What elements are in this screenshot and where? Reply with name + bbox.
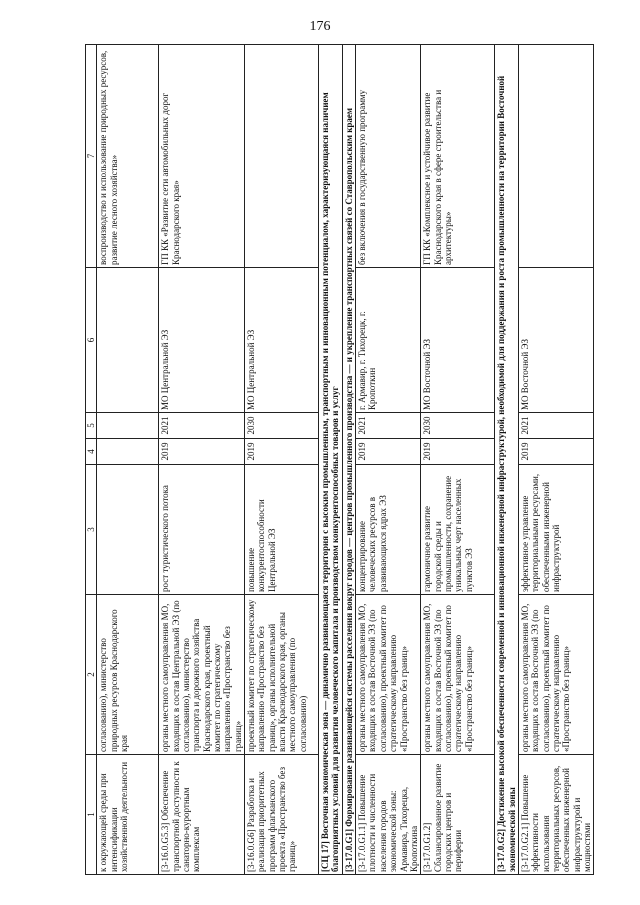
header-cell: 2 bbox=[86, 595, 97, 755]
start-year-cell: 2019 bbox=[159, 439, 245, 465]
section-heading: [СЦ 17] Восточная экономическая зона — динамично развивающаяся территория с высоким промышленным, транспортным и инновационным потенциалом, характеризующаяся наличием благоприятных условий для развития человеческого капитала и производством конкурентоспособных товаров и услуг bbox=[319, 45, 343, 875]
responsible-cell: органы местного самоуправления МО, входящих в состав Восточной ЭЗ (по согласованию), проектный комитет по стратегическому направлению «Пространство без границ» bbox=[421, 595, 495, 755]
end-year-cell: 2030 bbox=[421, 413, 495, 439]
page-number: 176 bbox=[309, 19, 331, 34]
header-cell: 3 bbox=[86, 465, 97, 595]
table-row bbox=[245, 45, 319, 875]
measures-table bbox=[85, 44, 594, 875]
start-year-cell bbox=[97, 439, 159, 465]
result-cell: концентрирование человеческих ресурсов в развивающихся ядрах ЭЗ bbox=[356, 465, 421, 595]
result-cell bbox=[97, 465, 159, 595]
section-row bbox=[342, 45, 355, 875]
end-year-cell bbox=[97, 413, 159, 439]
result-cell: эффективное управление территориальными ресурсами, обеспеченными инженерной инфраструктурой bbox=[518, 465, 593, 595]
start-year-cell: 2019 bbox=[518, 439, 593, 465]
section-heading: [3-17.0.G2] Достижение высокой обеспеченности современной и инновационной инженерной инфраструктурой, необходимой для поддержания и роста промышленности на территории Восточной экономической зоны bbox=[495, 45, 519, 875]
territory-cell: г. Армавир, г. Тихорецк, г. Кропоткин bbox=[356, 268, 421, 413]
header-cell: 7 bbox=[86, 45, 97, 268]
measure-cell: [3-17.0.G1.2] Сбалансированное развитие городских центров и периферии bbox=[421, 755, 495, 875]
header-cell: 4 bbox=[86, 439, 97, 465]
table-row bbox=[518, 45, 593, 875]
responsible-cell: проектный комитет по стратегическому направлению «Пространство без границ», органы исполнительной власти Краснодарского края, органы местного самоуправления (по согласованию) bbox=[245, 595, 319, 755]
start-year-cell: 2019 bbox=[421, 439, 495, 465]
header-cell: 1 bbox=[86, 755, 97, 875]
program-cell bbox=[245, 45, 319, 268]
program-cell: воспроизводство и использование природных ресурсов, развитие лесного хозяйства» bbox=[97, 45, 159, 268]
table-row bbox=[356, 45, 421, 875]
end-year-cell: 2021 bbox=[518, 413, 593, 439]
territory-cell bbox=[97, 268, 159, 413]
program-cell: ГП КК «Развитие сети автомобильных дорог Краснодарского края» bbox=[159, 45, 245, 268]
responsible-cell: органы местного самоуправления МО, входящих в состав Центральной ЭЗ (по согласованию), министерство транспорта и дорожного хозяйства Краснодарского края, проектный комитет по стратегическому направлению «Пространство без границ» bbox=[159, 595, 245, 755]
program-cell: без включения в государственную программу bbox=[356, 45, 421, 268]
section-row bbox=[319, 45, 343, 875]
responsible-cell: согласованию), министерство природных ресурсов Краснодарского края bbox=[97, 595, 159, 755]
header-cell: 6 bbox=[86, 268, 97, 413]
territory-cell: МО Центральной ЭЗ bbox=[245, 268, 319, 413]
program-cell: ГП КК «Комплексное и устойчивое развитие Краснодарского края в сфере строительства и архитектуры» bbox=[421, 45, 495, 268]
table-viewport bbox=[85, 45, 592, 875]
table-row bbox=[421, 45, 495, 875]
end-year-cell: 2030 bbox=[245, 413, 319, 439]
header-row bbox=[86, 45, 97, 875]
table-row bbox=[159, 45, 245, 875]
table-row bbox=[97, 45, 159, 875]
program-cell bbox=[518, 45, 593, 268]
measure-cell: [3-16.0.G5.3] Обеспечение транспортной доступности к санаторно-курортным комплексам bbox=[159, 755, 245, 875]
section-row bbox=[495, 45, 519, 875]
start-year-cell: 2019 bbox=[245, 439, 319, 465]
responsible-cell: органы местного самоуправления МО, входящих в состав Восточной ЭЗ (по согласованию), проектный комитет по стратегическому направлению «Пространство без границ» bbox=[356, 595, 421, 755]
end-year-cell: 2021 bbox=[159, 413, 245, 439]
territory-cell: МО Центральной ЭЗ bbox=[159, 268, 245, 413]
end-year-cell: 2021 bbox=[356, 413, 421, 439]
rotated-table bbox=[85, 45, 592, 875]
responsible-cell: органы местного самоуправления МО, входящих в состав Восточной ЭЗ (по согласованию), проектный комитет по стратегическому направлению «Пространство без границ» bbox=[518, 595, 593, 755]
start-year-cell: 2019 bbox=[356, 439, 421, 465]
territory-cell: МО Восточной ЭЗ bbox=[518, 268, 593, 413]
section-heading: [3-17.0.G1] Формирование развивающейся системы расселения вокруг городов — центров промышленного производства — и укрепление транспортных связей со Ставропольским краем bbox=[342, 45, 355, 875]
measure-cell: к окружающей среды при интенсификации хозяйственной деятельности bbox=[97, 755, 159, 875]
header-cell: 5 bbox=[86, 413, 97, 439]
result-cell: гармоничное развитие городской среды и промышленности, сохранение уникальных черт населенных пунктов ЭЗ bbox=[421, 465, 495, 595]
territory-cell: МО Восточной ЭЗ bbox=[421, 268, 495, 413]
measure-cell: [3-17.0.G1.1] Повышение плотности и численности населения городов экономической зоны: Армавира, Тихорецка, Кропоткина bbox=[356, 755, 421, 875]
result-cell: рост туристического потока bbox=[159, 465, 245, 595]
measure-cell: [3-17.0.G2.1] Повышение эффективности использования территориальных ресурсов, обеспеченных инженерной инфраструктурой и мощностями bbox=[518, 755, 593, 875]
result-cell: повышение конкурентоспособности Центральной ЭЗ bbox=[245, 465, 319, 595]
measure-cell: [3-16.0.G6] Разработка и реализация приоритетных программ флагманского проекта «Пространство без границ» bbox=[245, 755, 319, 875]
